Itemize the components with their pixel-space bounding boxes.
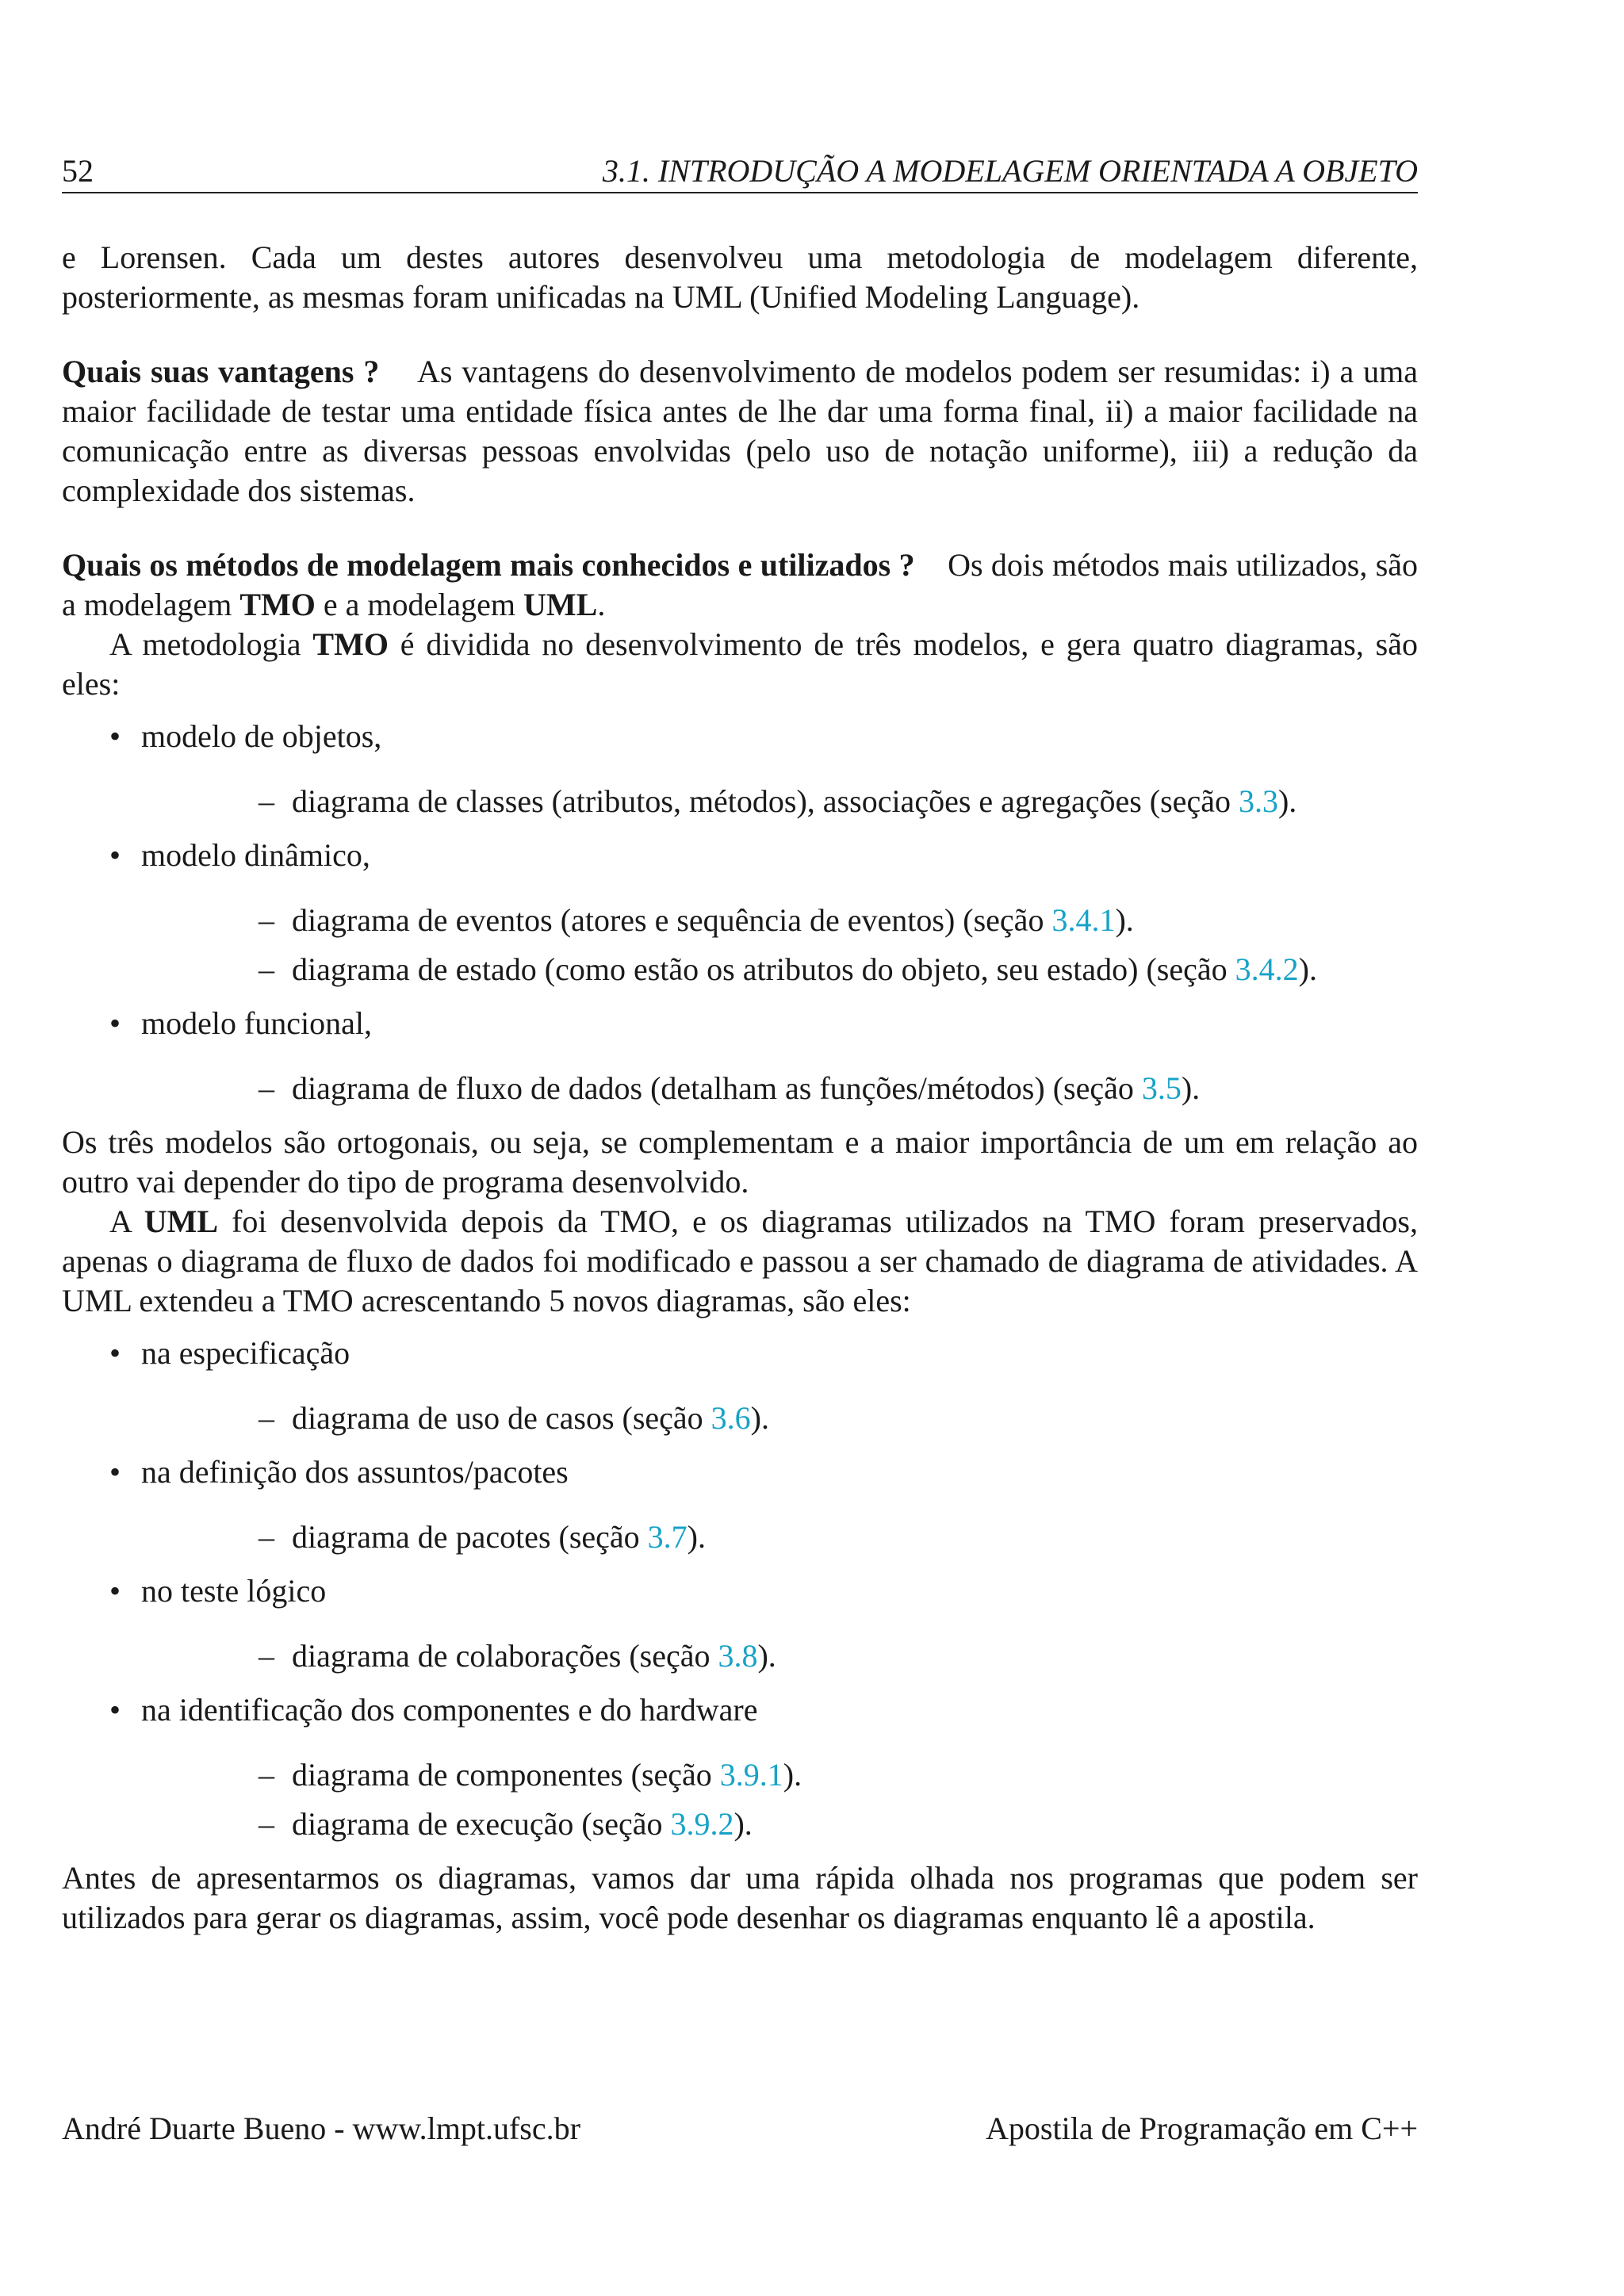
sub-item-text: diagrama de pacotes (seção [292, 1519, 648, 1555]
sub-list-item [141, 1804, 1418, 1844]
bullet-icon: • [109, 1692, 121, 1728]
section-link[interactable]: 3.6 [710, 1400, 751, 1436]
sub-list-item [141, 1517, 1418, 1557]
page-body [62, 238, 1418, 1938]
document-page [62, 0, 1418, 2296]
sub-list [141, 1399, 1418, 1438]
sub-item-end: ). [1115, 902, 1134, 938]
dash-icon: – [259, 1070, 274, 1106]
uml-bold: UML [144, 1203, 219, 1239]
sub-list [141, 901, 1418, 989]
sub-list-item [141, 1755, 1418, 1795]
section-link[interactable]: 3.4.2 [1235, 951, 1299, 987]
page-number: 52 [62, 153, 94, 189]
sub-list-item [141, 1069, 1418, 1108]
list-item [62, 1004, 1418, 1108]
footer-book-title: Apostila de Programação em C++ [986, 2110, 1418, 2146]
methods-text-b: e a modelagem [315, 587, 524, 622]
sub-item-end: ). [1298, 951, 1317, 987]
bullet-icon: • [109, 1335, 121, 1371]
list-item-label: na especificação [141, 1335, 350, 1371]
sub-list [141, 1069, 1418, 1108]
sub-list-item [141, 950, 1418, 989]
sub-list [141, 1755, 1418, 1844]
sub-item-end: ). [687, 1519, 706, 1555]
sub-item-end: ). [1181, 1070, 1201, 1106]
tmo-text-b: é dividida no desenvolvimento de três modelos, e gera quatro diagramas, são eles: [62, 626, 1419, 702]
sub-item-text: diagrama de componentes (seção [292, 1757, 720, 1793]
list-item-label: na definição dos assuntos/pacotes [141, 1454, 569, 1490]
bullet-icon: • [109, 718, 121, 754]
uml-text-b: foi desenvolvida depois da TMO, e os diagramas utilizados na TMO foram preservados, apenas o diagrama de fluxo de dados foi modificado e passou a ser chamado de diagrama de atividades. A UML extendeu a TMO acrescentando 5 novos diagramas, são eles: [62, 1203, 1418, 1318]
sub-list-item [141, 1399, 1418, 1438]
sub-item-text: diagrama de classes (atributos, métodos), associações e agregações (seção [292, 783, 1239, 819]
tmo-list [62, 717, 1418, 1108]
methods-uml: UML [523, 587, 598, 622]
sub-item-text: diagrama de fluxo de dados (detalham as funções/métodos) (seção [292, 1070, 1142, 1106]
dash-icon: – [259, 902, 274, 938]
page-header [62, 151, 1418, 193]
sub-list [141, 782, 1418, 821]
advantages-text: As vantagens do desenvolvimento de modelos podem ser resumidas: i) a uma maior facilidade de testar uma entidade física antes de lhe dar uma forma final, ii) a maior facilidade na comunicação entre as diversas pessoas envolvidas (pelo uso de notação uniforme), iii) a redução da complexidade dos sistemas. [62, 354, 1418, 508]
sub-list-item [141, 1636, 1418, 1676]
section-link[interactable]: 3.3 [1238, 783, 1278, 819]
paragraph-closing: Antes de apresentarmos os diagramas, vamos dar uma rápida olhada nos programas que podem ser utilizados para gerar os diagramas, assim, você pode desenhar os diagramas enquanto lê a apostila. [62, 1860, 1418, 1935]
list-item-label: modelo dinâmico, [141, 837, 370, 873]
bullet-icon: • [109, 1573, 121, 1609]
section-link[interactable]: 3.8 [718, 1638, 758, 1674]
methods-heading: Quais os métodos de modelagem mais conhecidos e utilizados ? [62, 547, 915, 583]
dash-icon: – [259, 1400, 274, 1436]
section-link[interactable]: 3.7 [647, 1519, 688, 1555]
uml-text-a: A [109, 1203, 144, 1239]
section-link[interactable]: 3.9.2 [670, 1806, 734, 1842]
list-item [62, 1690, 1418, 1844]
sub-list-item [141, 901, 1418, 940]
list-item [62, 717, 1418, 821]
tmo-bold: TMO [312, 626, 389, 662]
sub-list [141, 1636, 1418, 1676]
paragraph-intro: e Lorensen. Cada um destes autores desenvolveu uma metodologia de modelagem diferente, posteriormente, as mesmas foram unificadas na UML (Unified Modeling Language). [62, 239, 1418, 315]
list-item-label: modelo funcional, [141, 1005, 373, 1041]
sub-item-end: ). [733, 1806, 753, 1842]
list-item-label: na identificação dos componentes e do hardware [141, 1692, 758, 1728]
dash-icon: – [259, 1757, 274, 1793]
dash-icon: – [259, 1519, 274, 1555]
sub-item-text: diagrama de estado (como estão os atributos do objeto, seu estado) (seção [292, 951, 1235, 987]
advantages-heading: Quais suas vantagens ? [62, 354, 380, 389]
paragraph-methods [62, 545, 1418, 625]
methods-text-c: . [597, 587, 606, 622]
sub-item-end: ). [1277, 783, 1297, 819]
section-link[interactable]: 3.5 [1141, 1070, 1182, 1106]
sub-item-end: ). [750, 1400, 769, 1436]
dash-icon: – [259, 1638, 274, 1674]
list-item [62, 1334, 1418, 1438]
list-item [62, 836, 1418, 989]
paragraph-tmo [62, 625, 1418, 704]
methods-text-a: Os dois métodos mais utilizados, são a modelagem [62, 547, 1419, 622]
dash-icon: – [259, 783, 274, 819]
sub-item-end: ). [783, 1757, 802, 1793]
sub-item-end: ). [757, 1638, 776, 1674]
paragraph-uml [62, 1202, 1418, 1321]
dash-icon: – [259, 1806, 274, 1842]
list-item [62, 1452, 1418, 1557]
sub-item-text: diagrama de execução (seção [292, 1806, 671, 1842]
bullet-icon: • [109, 1005, 121, 1041]
section-title: 3.1. INTRODUÇÃO A MODELAGEM ORIENTADA A OBJETO [602, 153, 1418, 189]
methods-tmo: TMO [239, 587, 316, 622]
sub-item-text: diagrama de eventos (atores e sequência de eventos) (seção [292, 902, 1052, 938]
paragraph-orthogonal: Os três modelos são ortogonais, ou seja, se complementam e a maior importância de um em relação ao outro vai depender do tipo de programa desenvolvido. [62, 1124, 1418, 1200]
list-item-label: no teste lógico [141, 1573, 327, 1609]
sub-list-item [141, 782, 1418, 821]
sub-list [141, 1517, 1418, 1557]
bullet-icon: • [109, 1454, 121, 1490]
list-item-label: modelo de objetos, [141, 718, 382, 754]
footer-author: André Duarte Bueno - www.lmpt.ufsc.br [62, 2110, 580, 2146]
uml-list [62, 1334, 1418, 1844]
bullet-icon: • [109, 837, 121, 873]
section-link[interactable]: 3.9.1 [719, 1757, 783, 1793]
section-link[interactable]: 3.4.1 [1051, 902, 1116, 938]
paragraph-advantages [62, 352, 1418, 511]
dash-icon: – [259, 951, 274, 987]
sub-item-text: diagrama de colaborações (seção [292, 1638, 718, 1674]
sub-item-text: diagrama de uso de casos (seção [292, 1400, 711, 1436]
list-item [62, 1571, 1418, 1676]
tmo-text-a: A metodologia [109, 626, 313, 662]
